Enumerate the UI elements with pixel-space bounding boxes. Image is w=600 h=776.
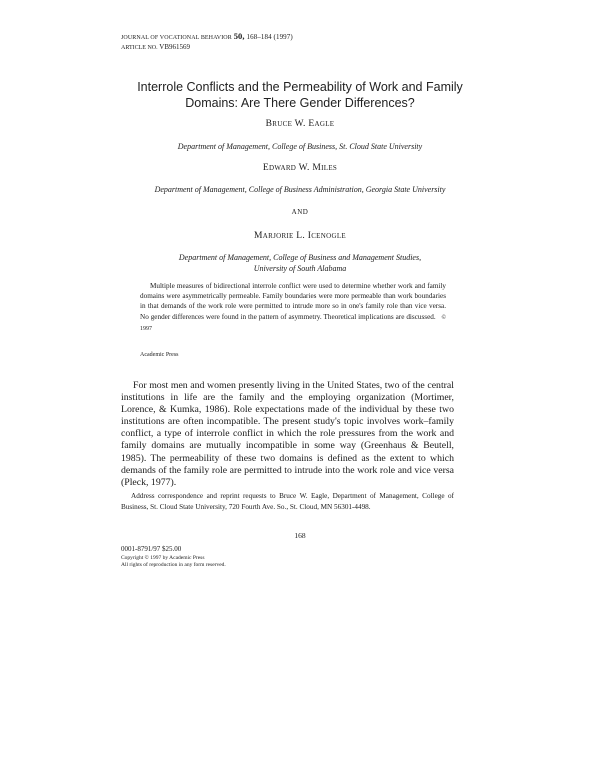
journal-volume: 50,	[233, 31, 245, 41]
author-2-affiliation: Department of Management, College of Business Administration, Georgia State University	[154, 185, 446, 194]
page-number: 168	[294, 531, 306, 540]
correspondence-note: Address correspondence and reprint requests to Bruce W. Eagle, Department of Management, College of Business, St. Cloud State University, 720 Fourth Ave. So., St. Cloud, MN 56301-4498.	[121, 492, 454, 511]
journal-pages: 168–184 (1997)	[246, 33, 293, 41]
title-line-1: Interrole Conflicts and the Permeability of Work and Family	[137, 80, 463, 94]
intro-paragraph: For most men and women presently living in the United States, two of the central institutions in life are the family and the employing organization (Mortimer, Lorence, & Kumka, 1986). Role expectations made of the individual by these two institutions are often incompatible. The present study's topic involves work–family conflict, a type of interrole conflict in which the role pressures from the work and family domains are mutually incompatible in some way (Greenhaus & Beutell, 1985). The permeability of these two domains is defined as the extent to which demands of the family role are permitted to intrude into the work role and vice versa (Pleck, 1977).	[121, 380, 454, 488]
title-line-2: Domains: Are There Gender Differences?	[185, 96, 415, 110]
abstract-publisher: Academic Press	[140, 352, 179, 358]
rights-line: All rights of reproduction in any form reserved.	[121, 562, 226, 568]
author-3-affiliation-line-2: University of South Alabama	[253, 264, 347, 273]
footnote	[121, 491, 454, 512]
paper-title	[110, 79, 490, 111]
abstract-text: Multiple measures of bidirectional interrole conflict were used to determine whether work and family domains were asymmetrically permeable. Family boundaries were more permeable than work boundaries in that demands of the work role were permitted to intrude more so in one's family role than vice versa. No gender differences were found in the pattern of asymmetry. Theoretical implications are discussed.	[140, 282, 446, 321]
and-separator: AND	[291, 208, 309, 216]
article-number	[121, 42, 190, 53]
article-id: VB961569	[159, 43, 190, 51]
author-1-name: Bruce W. Eagle	[265, 119, 335, 129]
abstract-copyright: © 1997	[140, 314, 446, 332]
article-label: ARTICLE NO.	[121, 45, 158, 51]
author-3-name: Marjorie L. Icenogle	[254, 231, 346, 241]
author-2-name: Edward W. Miles	[262, 163, 338, 173]
journal-name: JOURNAL OF VOCATIONAL BEHAVIOR	[121, 35, 232, 41]
price-code: 0001-8791/97 $25.00	[121, 545, 182, 553]
author-1-affiliation: Department of Management, College of Business, St. Cloud State University	[177, 142, 423, 151]
author-3-affiliation	[100, 252, 500, 274]
abstract	[140, 281, 446, 334]
author-3-affiliation-line-1: Department of Management, College of Business and Management Studies,	[178, 253, 422, 262]
body-text	[121, 380, 454, 489]
copyright-line: Copyright © 1997 by Academic Press	[121, 555, 205, 561]
